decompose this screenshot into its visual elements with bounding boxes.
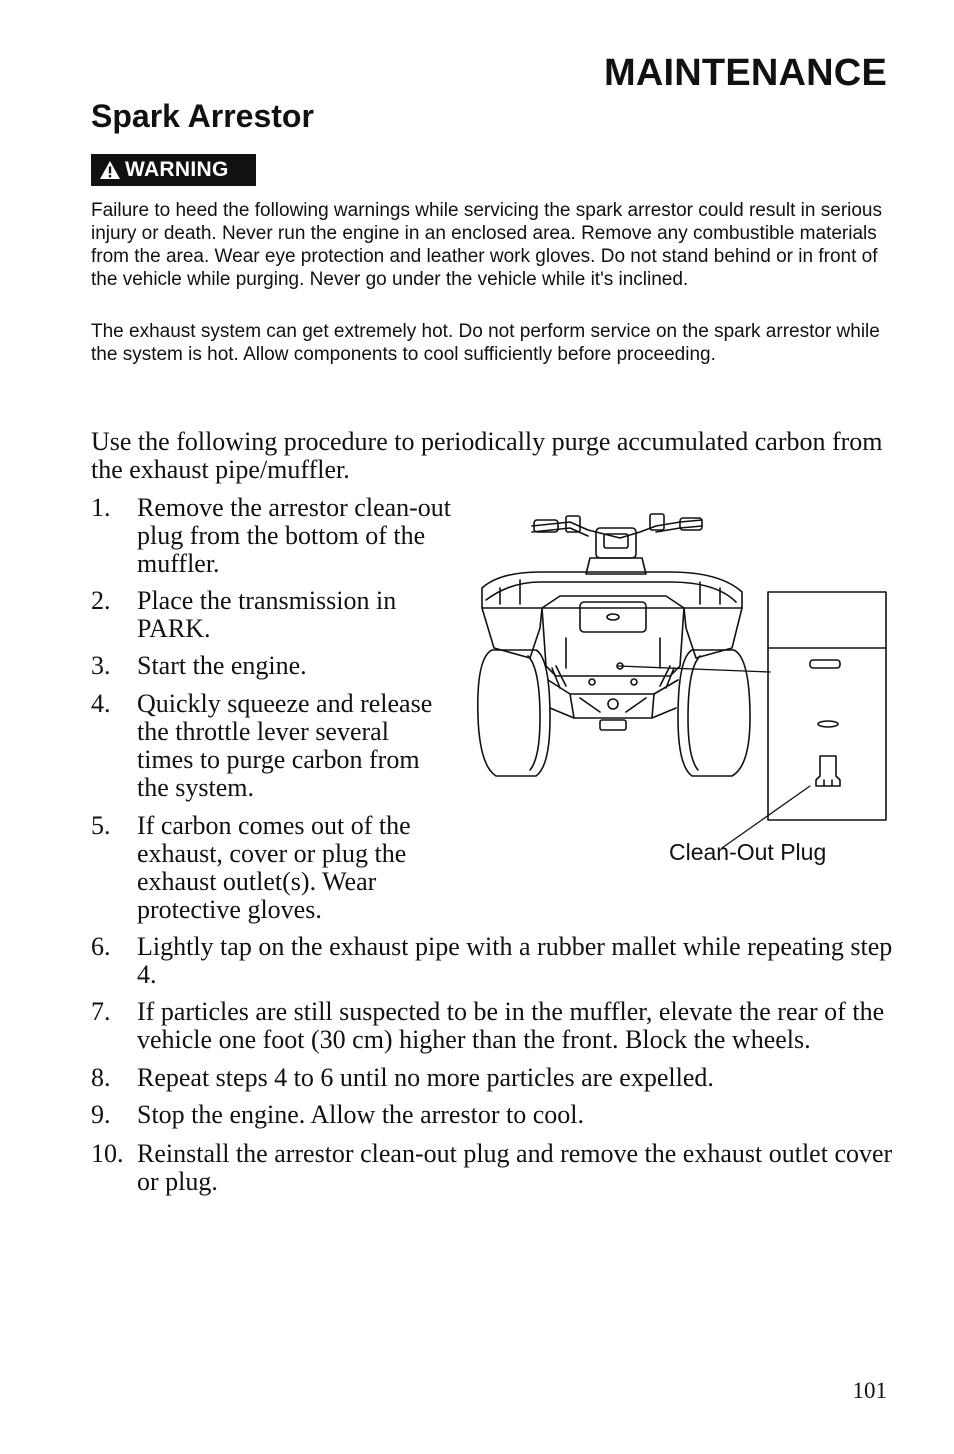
step-text: Quickly squeeze and release the throttle lever several times to purge carbon from the system.: [137, 689, 433, 802]
step-text: Start the engine.: [137, 651, 307, 680]
warning-paragraph: Failure to heed the following warnings while servicing the spark arrestor could result in serious injury or death. Never run the engine in an enclosed area. Remove any combustible materials from the area. Wear eye protection and leather work gloves. Do not stand behind or in front of the vehicle while purging. Never go under the vehicle while it's inclined.: [91, 200, 882, 290]
step-text: Reinstall the arrestor clean-out plug and remove the exhaust outlet cover or plug.: [137, 1139, 893, 1196]
step-number: 2.: [91, 586, 111, 615]
step-number: 5.: [91, 811, 111, 840]
step-number: 9.: [91, 1100, 111, 1129]
warning-label: WARNING: [125, 158, 229, 181]
step-number: 3.: [91, 651, 111, 680]
step-text: If carbon comes out of the exhaust, cover or plug the exhaust outlet(s). Wear protective gloves.: [137, 811, 411, 924]
clean-out-plug-label: Clean-Out Plug: [669, 839, 827, 865]
step-number: 10.: [91, 1139, 124, 1168]
step-text: Repeat steps 4 to 6 until no more particles are expelled.: [137, 1063, 714, 1092]
chapter-title: MAINTENANCE: [604, 52, 887, 94]
step-text: Lightly tap on the exhaust pipe with a rubber mallet while repeating step 4.: [137, 932, 893, 989]
step-number: 1.: [91, 493, 111, 522]
page-number: 101: [852, 1378, 887, 1403]
step-number: 8.: [91, 1063, 111, 1092]
alert-triangle-icon: [99, 160, 121, 180]
warning-badge: [91, 154, 256, 186]
step-number: 4.: [91, 689, 111, 718]
intro-paragraph: Use the following procedure to periodically purge accumulated carbon from the exhaust pipe/muffler.: [91, 427, 883, 484]
step-text: Remove the arrestor clean-out plug from the bottom of the muffler.: [137, 493, 452, 578]
section-title: Spark Arrestor: [91, 98, 314, 134]
step-number: 6.: [91, 932, 111, 961]
step-text: Stop the engine. Allow the arrestor to cool.: [137, 1100, 584, 1129]
step-text: If particles are still suspected to be in the muffler, elevate the rear of the vehicle one foot (30 cm) higher than the front. Block the wheels.: [137, 997, 885, 1054]
step-text: Place the transmission in PARK.: [137, 586, 397, 643]
step-number: 7.: [91, 997, 111, 1026]
warning-paragraph: The exhaust system can get extremely hot. Do not perform service on the spark arrestor while the system is hot. Allow components to cool sufficiently before proceeding.: [91, 321, 880, 365]
